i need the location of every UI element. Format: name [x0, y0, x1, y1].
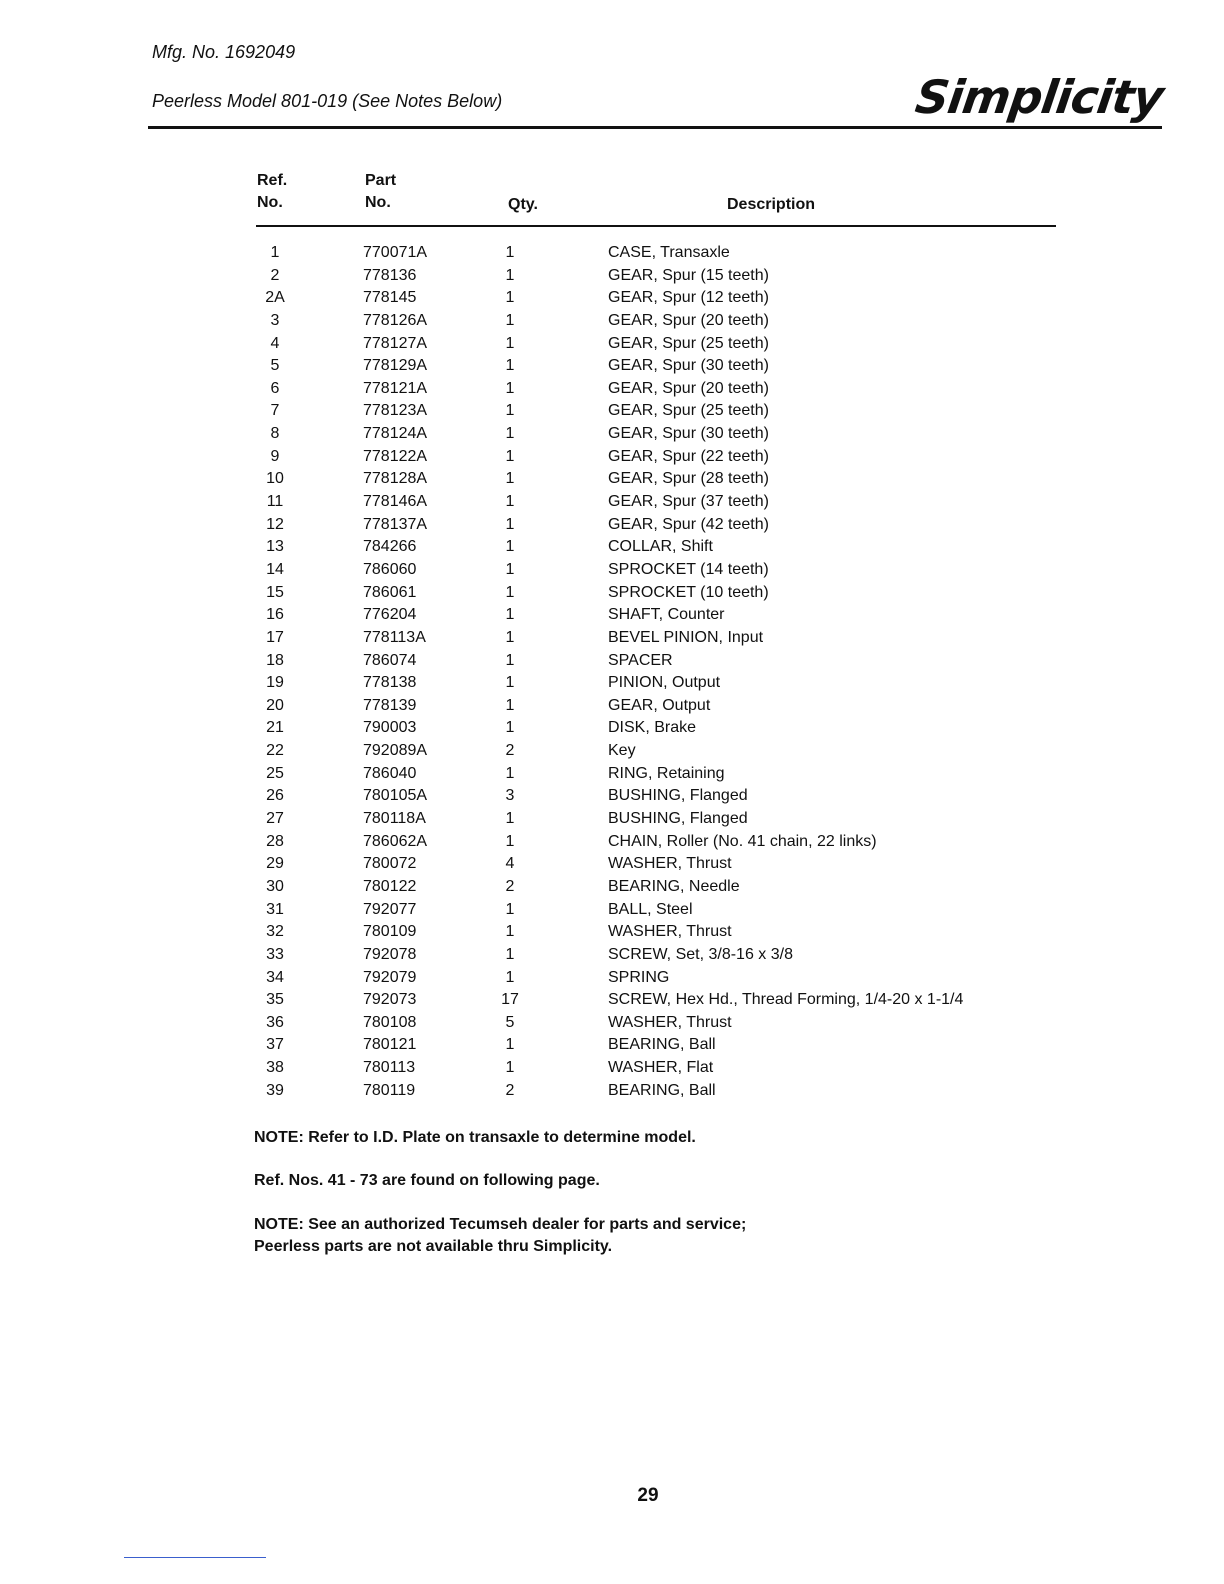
table-row: [0, 242, 1224, 265]
ref-cell: 2A: [265, 289, 285, 307]
qty-cell: 1: [505, 764, 515, 782]
ref-cell: 38: [266, 1059, 284, 1077]
ref-cell: 3: [270, 311, 280, 329]
part-number-cell: 770071A: [363, 244, 428, 261]
qty-cell: 1: [505, 357, 515, 375]
qty-cell: 2: [505, 877, 515, 895]
description-cell: SHAFT, Counter: [608, 606, 725, 624]
part-number-cell: 786061: [363, 583, 417, 601]
footer-divider: [124, 1557, 266, 1558]
ref-cell: 18: [266, 651, 284, 669]
part-number-cell: 780119: [363, 1081, 416, 1099]
ref-cell: 2: [270, 266, 280, 284]
ref-cell: 6: [270, 379, 280, 397]
part-number-cell: 780108: [363, 1013, 417, 1031]
part-number-cell: 778127A: [363, 334, 428, 352]
table-header-divider: [256, 225, 1056, 227]
description-cell: WASHER, Thrust: [608, 923, 732, 941]
part-number-cell: 784266: [363, 538, 417, 556]
simplicity-logo: Simplicity: [911, 70, 1166, 124]
ref-cell: 29: [266, 855, 284, 873]
part-number-cell: 778137A: [363, 515, 428, 533]
ref-cell: 11: [266, 493, 284, 511]
table-row: [0, 717, 1224, 740]
part-number-cell: 786062A: [363, 832, 428, 850]
table-row: [0, 808, 1224, 831]
description-cell: BALL, Steel: [608, 900, 693, 918]
ref-cell: 35: [266, 991, 284, 1009]
part-number-cell: 786074: [363, 651, 417, 669]
table-row: [0, 378, 1224, 401]
ref-cell: 37: [266, 1036, 284, 1054]
column-header-part: [365, 170, 396, 214]
model-line: Peerless Model 801-019 (See Notes Below): [152, 91, 503, 111]
qty-cell: 1: [505, 810, 515, 828]
ref-cell: 19: [266, 674, 284, 692]
table-row: [0, 921, 1224, 944]
table-row: [0, 876, 1224, 899]
qty-cell: 1: [505, 447, 515, 465]
ref-cell: 10: [266, 470, 284, 488]
description-cell: GEAR, Spur (30 teeth): [608, 357, 769, 375]
qty-cell: 1: [505, 560, 515, 578]
part-number-cell: 778136: [363, 266, 417, 284]
qty-cell: 1: [505, 832, 515, 850]
description-cell: SCREW, Set, 3/8-16 x 3/8: [608, 945, 793, 963]
ref-cell: 7: [270, 402, 280, 420]
part-number-cell: 778146A: [363, 493, 428, 511]
qty-cell: 1: [505, 968, 515, 986]
table-row: [0, 491, 1224, 514]
qty-cell: 2: [505, 1081, 515, 1099]
table-row: [0, 627, 1224, 650]
table-row: [0, 650, 1224, 673]
header-divider: [148, 126, 1162, 129]
part-number-cell: 790003: [363, 719, 417, 737]
ref-cell: 36: [266, 1013, 284, 1031]
description-cell: SPROCKET (14 teeth): [608, 560, 769, 578]
ref-cell: 33: [266, 945, 284, 963]
table-row: [0, 785, 1224, 808]
table-row: [0, 672, 1224, 695]
table-row: [0, 695, 1224, 718]
qty-cell: 17: [501, 991, 519, 1009]
ref-cell: 12: [266, 515, 284, 533]
table-row: [0, 582, 1224, 605]
table-row: [0, 967, 1224, 990]
qty-cell: 1: [505, 244, 515, 261]
part-number-cell: 792078: [363, 945, 417, 963]
ref-cell: 28: [266, 832, 284, 850]
ref-cell: 20: [266, 696, 284, 714]
part-number-cell: 778124A: [363, 425, 428, 443]
table-row: [0, 423, 1224, 446]
table-row: [0, 944, 1224, 967]
note-id-plate: NOTE: Refer to I.D. Plate on transaxle to determine model.: [254, 1129, 696, 1146]
description-cell: BEARING, Ball: [608, 1036, 716, 1054]
description-cell: GEAR, Spur (37 teeth): [608, 493, 769, 511]
part-number-cell: 780121: [363, 1036, 417, 1054]
qty-cell: 1: [505, 583, 515, 601]
description-cell: GEAR, Spur (25 teeth): [608, 402, 769, 420]
description-cell: GEAR, Spur (12 teeth): [608, 289, 769, 307]
description-cell: GEAR, Spur (20 teeth): [608, 379, 769, 397]
qty-cell: 1: [505, 945, 515, 963]
ref-cell: 27: [266, 810, 284, 828]
qty-cell: 1: [505, 470, 515, 488]
description-cell: GEAR, Spur (25 teeth): [608, 334, 769, 352]
ref-cell: 4: [270, 334, 280, 352]
description-cell: WASHER, Thrust: [608, 855, 732, 873]
ref-cell: 34: [266, 968, 284, 986]
table-row: [0, 831, 1224, 854]
table-row: [0, 514, 1224, 537]
description-cell: GEAR, Spur (22 teeth): [608, 447, 769, 465]
ref-cell: 32: [266, 923, 284, 941]
description-cell: SPROCKET (10 teeth): [608, 583, 769, 601]
part-number-cell: 776204: [363, 606, 417, 624]
description-cell: BUSHING, Flanged: [608, 787, 748, 805]
mfg-number: Mfg. No. 1692049: [152, 42, 296, 62]
ref-cell: 21: [266, 719, 284, 737]
qty-cell: 1: [505, 674, 515, 692]
qty-cell: 1: [505, 402, 515, 420]
column-header-ref-label: Ref. No.: [257, 172, 288, 211]
table-row: [0, 536, 1224, 559]
description-cell: SCREW, Hex Hd., Thread Forming, 1/4-20 x 1-1/4: [608, 991, 964, 1009]
description-cell: WASHER, Flat: [608, 1059, 714, 1077]
part-number-cell: 778145: [363, 289, 417, 307]
description-cell: GEAR, Spur (30 teeth): [608, 425, 769, 443]
part-number-cell: 778128A: [363, 470, 428, 488]
part-number-cell: 780113: [363, 1059, 416, 1077]
part-number-cell: 778139: [363, 696, 417, 714]
table-row: [0, 989, 1224, 1012]
part-number-cell: 780118A: [363, 810, 426, 828]
part-number-cell: 778113A: [363, 628, 426, 646]
ref-cell: 26: [266, 787, 284, 805]
table-row: [0, 1057, 1224, 1080]
table-row: [0, 468, 1224, 491]
note-tecumseh-dealer: NOTE: See an authorized Tecumseh dealer for parts and service; Peerless parts are not available thru Simplicity.: [254, 1216, 747, 1255]
description-cell: GEAR, Spur (28 teeth): [608, 470, 769, 488]
description-cell: BEARING, Ball: [608, 1081, 716, 1099]
part-number-cell: 792089A: [363, 742, 428, 760]
qty-cell: 1: [505, 606, 515, 624]
table-row: [0, 310, 1224, 333]
ref-cell: 31: [266, 900, 284, 918]
ref-cell: 39: [266, 1081, 284, 1099]
qty-cell: 1: [505, 651, 515, 669]
description-cell: CHAIN, Roller (No. 41 chain, 22 links): [608, 832, 877, 850]
description-cell: BUSHING, Flanged: [608, 810, 748, 828]
description-cell: GEAR, Spur (15 teeth): [608, 266, 769, 284]
description-cell: BEVEL PINION, Input: [608, 628, 764, 646]
qty-cell: 1: [505, 1036, 515, 1054]
qty-cell: 1: [505, 311, 515, 329]
ref-cell: 15: [266, 583, 284, 601]
description-cell: GEAR, Spur (20 teeth): [608, 311, 769, 329]
qty-cell: 1: [505, 538, 515, 556]
ref-cell: 13: [266, 538, 284, 556]
ref-cell: 1: [270, 244, 280, 261]
description-cell: SPACER: [608, 651, 673, 669]
table-row: [0, 763, 1224, 786]
qty-cell: 1: [505, 900, 515, 918]
ref-cell: 5: [270, 357, 280, 375]
qty-cell: 1: [505, 719, 515, 737]
table-row: [0, 1012, 1224, 1035]
part-number-cell: 780105A: [363, 787, 428, 805]
part-number-cell: 778121A: [363, 379, 428, 397]
description-cell: PINION, Output: [608, 674, 721, 692]
part-number-cell: 792077: [363, 900, 417, 918]
part-number-cell: 778122A: [363, 447, 428, 465]
qty-cell: 1: [505, 696, 515, 714]
qty-cell: 1: [505, 289, 515, 307]
ref-cell: 9: [270, 447, 280, 465]
part-number-cell: 780072: [363, 855, 417, 873]
description-cell: CASE, Transaxle: [608, 244, 730, 261]
ref-cell: 16: [266, 606, 284, 624]
table-row: [0, 265, 1224, 288]
qty-cell: 5: [505, 1013, 515, 1031]
qty-cell: 1: [505, 493, 515, 511]
qty-cell: 1: [505, 334, 515, 352]
column-header-part-label: Part No.: [365, 172, 397, 211]
qty-cell: 1: [505, 425, 515, 443]
ref-cell: 14: [266, 560, 284, 578]
ref-cell: 8: [270, 425, 280, 443]
qty-cell: 1: [505, 379, 515, 397]
qty-cell: 1: [505, 628, 515, 646]
part-number-cell: 792073: [363, 991, 417, 1009]
table-row: [0, 446, 1224, 469]
part-number-cell: 786060: [363, 560, 417, 578]
table-row: [0, 333, 1224, 356]
qty-cell: 1: [505, 515, 515, 533]
description-cell: GEAR, Output: [608, 696, 711, 714]
table-row: [0, 899, 1224, 922]
column-header-qty: Qty.: [508, 196, 538, 213]
qty-cell: 4: [505, 855, 515, 873]
description-cell: COLLAR, Shift: [608, 538, 713, 556]
table-row: [0, 853, 1224, 876]
table-row: [0, 355, 1224, 378]
column-header-description: Description: [727, 196, 816, 213]
qty-cell: 3: [505, 787, 515, 805]
part-number-cell: 792079: [363, 968, 417, 986]
description-cell: WASHER, Thrust: [608, 1013, 732, 1031]
table-row: [0, 740, 1224, 763]
part-number-cell: 780109: [363, 923, 417, 941]
table-row: [0, 604, 1224, 627]
part-number-cell: 780122: [363, 877, 417, 895]
ref-cell: 22: [266, 742, 284, 760]
description-cell: BEARING, Needle: [608, 877, 740, 895]
qty-cell: 1: [505, 923, 515, 941]
part-number-cell: 778129A: [363, 357, 428, 375]
table-row: [0, 559, 1224, 582]
part-number-cell: 778123A: [363, 402, 428, 420]
note-following-page: Ref. Nos. 41 - 73 are found on following page.: [254, 1172, 600, 1189]
part-number-cell: 778138: [363, 674, 417, 692]
ref-cell: 30: [266, 877, 284, 895]
part-number-cell: 786040: [363, 764, 417, 782]
page-number: 29: [637, 1485, 659, 1506]
part-number-cell: 778126A: [363, 311, 428, 329]
ref-cell: 25: [266, 764, 284, 782]
description-cell: RING, Retaining: [608, 764, 725, 782]
qty-cell: 1: [505, 1059, 515, 1077]
qty-cell: 2: [505, 742, 515, 760]
table-row: [0, 1034, 1224, 1057]
description-cell: DISK, Brake: [608, 719, 697, 737]
table-row: [0, 1080, 1224, 1103]
description-cell: SPRING: [608, 968, 670, 986]
description-cell: Key: [608, 742, 636, 760]
qty-cell: 1: [505, 266, 515, 284]
column-header-ref: [257, 170, 287, 214]
description-cell: GEAR, Spur (42 teeth): [608, 515, 769, 533]
table-row: [0, 287, 1224, 310]
ref-cell: 17: [266, 628, 284, 646]
table-row: [0, 400, 1224, 423]
parts-list: [0, 242, 1224, 1102]
